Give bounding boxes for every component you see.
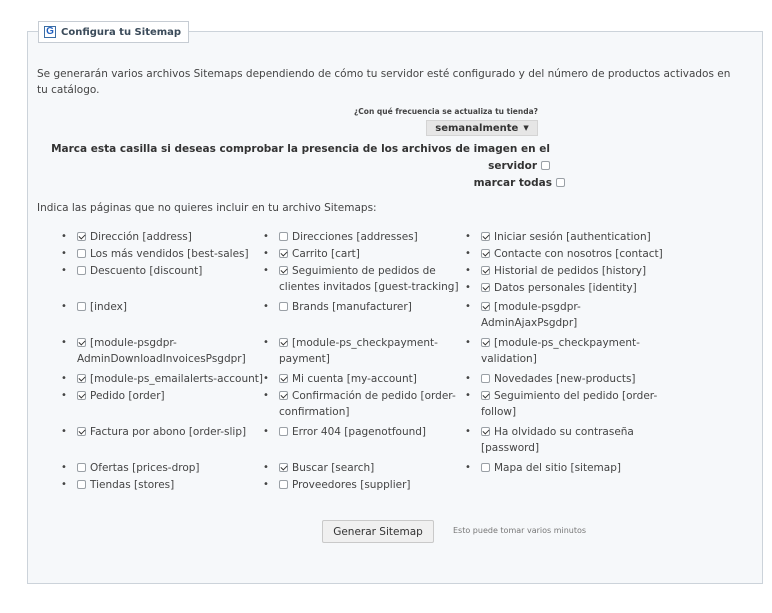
- image-check-label: Marca esta casilla si deseas comprobar la presencia de los archivos de imagen en el servidor: [51, 143, 550, 172]
- page-exclude-option: [481, 280, 667, 296]
- bullet-icon: •: [61, 479, 67, 490]
- page-exclude-option: [279, 477, 465, 493]
- page-exclude-checkbox[interactable]: [481, 463, 490, 472]
- bullet-icon: •: [263, 462, 269, 473]
- image-check-checkbox[interactable]: [541, 161, 550, 170]
- page-exclude-label: Carrito [cart]: [292, 248, 360, 260]
- bullet-icon: •: [465, 426, 471, 437]
- page-exclude-checkbox[interactable]: [279, 266, 288, 275]
- page-exclude-option: [77, 229, 263, 245]
- page-exclude-option: [279, 299, 465, 315]
- page-exclude-label: Ofertas [prices-drop]: [90, 462, 200, 474]
- bullet-icon: •: [263, 231, 269, 242]
- panel-title: Configura tu Sitemap: [61, 26, 182, 38]
- page-exclude-checkbox[interactable]: [481, 302, 490, 311]
- bullet-icon: •: [263, 426, 269, 437]
- bullet-icon: •: [61, 231, 67, 242]
- bullet-icon: •: [465, 265, 471, 276]
- page-exclude-option: [77, 460, 263, 476]
- bullet-icon: •: [465, 462, 471, 473]
- page-exclude-option: [279, 388, 465, 420]
- page-exclude-label: Contacte con nosotros [contact]: [494, 248, 663, 260]
- page-exclude-checkbox[interactable]: [481, 249, 490, 258]
- page-exclude-option: [279, 335, 465, 367]
- page-exclude-label: Confirmación de pedido [order-confirmation]: [279, 390, 456, 418]
- page-exclude-checkbox[interactable]: [481, 232, 490, 241]
- page-exclude-checkbox[interactable]: [77, 374, 86, 383]
- page-exclude-checkbox[interactable]: [279, 480, 288, 489]
- page-exclude-label: Buscar [search]: [292, 462, 375, 474]
- bullet-icon: •: [263, 301, 269, 312]
- page-exclude-checkbox[interactable]: [481, 283, 490, 292]
- mark-all-checkbox[interactable]: [556, 178, 565, 187]
- bullet-icon: •: [263, 248, 269, 259]
- google-logo-icon: G: [44, 26, 56, 38]
- page-exclude-checkbox[interactable]: [279, 302, 288, 311]
- page-exclude-option: [77, 246, 263, 262]
- sitemap-panel: [27, 31, 763, 584]
- page-exclude-label: Descuento [discount]: [90, 265, 203, 277]
- page-exclude-checkbox[interactable]: [279, 391, 288, 400]
- pages-label: Indica las páginas que no quieres incluir en tu archivo Sitemaps:: [37, 202, 377, 214]
- page-exclude-option: [77, 335, 263, 367]
- page-exclude-checkbox[interactable]: [279, 232, 288, 241]
- page-exclude-checkbox[interactable]: [77, 266, 86, 275]
- page-exclude-label: [index]: [90, 301, 127, 313]
- page-exclude-checkbox[interactable]: [481, 391, 490, 400]
- page-exclude-option: [279, 460, 465, 476]
- page-exclude-option: [279, 371, 465, 387]
- page-exclude-checkbox[interactable]: [77, 249, 86, 258]
- page-exclude-label: Brands [manufacturer]: [292, 301, 412, 313]
- page-exclude-option: [481, 229, 667, 245]
- page-exclude-label: [module-ps_checkpayment-validation]: [481, 337, 640, 365]
- page-exclude-option: [77, 299, 263, 315]
- page-exclude-checkbox[interactable]: [77, 480, 86, 489]
- page-exclude-option: [279, 246, 465, 262]
- page-exclude-label: Factura por abono [order-slip]: [90, 426, 247, 438]
- page-exclude-option: [481, 246, 667, 262]
- bullet-icon: •: [263, 265, 269, 276]
- page-exclude-option: [481, 263, 667, 279]
- page-exclude-checkbox[interactable]: [77, 302, 86, 311]
- frequency-select[interactable]: [426, 120, 538, 136]
- page-exclude-label: Datos personales [identity]: [494, 282, 637, 294]
- image-check-row: [28, 141, 550, 175]
- page-exclude-label: Historial de pedidos [history]: [494, 265, 647, 277]
- page-exclude-checkbox[interactable]: [77, 463, 86, 472]
- bullet-icon: •: [465, 231, 471, 242]
- page-exclude-label: Direcciones [addresses]: [292, 231, 418, 243]
- page-exclude-label: Error 404 [pagenotfound]: [292, 426, 427, 438]
- page-exclude-option: [481, 460, 667, 476]
- page-exclude-label: Seguimiento del pedido [order-follow]: [481, 390, 658, 418]
- page-exclude-checkbox[interactable]: [77, 427, 86, 436]
- bullet-icon: •: [61, 265, 67, 276]
- page-exclude-label: Proveedores [supplier]: [292, 479, 411, 491]
- page-exclude-label: Dirección [address]: [90, 231, 192, 243]
- generate-sitemap-button[interactable]: Generar Sitemap: [322, 520, 434, 543]
- page-exclude-checkbox[interactable]: [77, 232, 86, 241]
- bullet-icon: •: [263, 479, 269, 490]
- page-exclude-checkbox[interactable]: [279, 249, 288, 258]
- page-exclude-checkbox[interactable]: [279, 338, 288, 347]
- intro-text: Se generarán varios archivos Sitemaps dependiendo de cómo tu servidor esté configurado y del número de productos activados en tu catálogo.: [37, 68, 731, 96]
- page-exclude-label: Mapa del sitio [sitemap]: [494, 462, 621, 474]
- page-exclude-label: Ha olvidado su contraseña [password]: [481, 426, 634, 454]
- page-exclude-checkbox[interactable]: [481, 427, 490, 436]
- bullet-icon: •: [263, 373, 269, 384]
- page-exclude-option: [77, 424, 263, 440]
- page-exclude-option: [279, 263, 465, 295]
- page-exclude-label: Iniciar sesión [authentication]: [494, 231, 651, 243]
- bullet-icon: •: [61, 337, 67, 348]
- bullet-icon: •: [61, 248, 67, 259]
- bullet-icon: •: [61, 373, 67, 384]
- page-exclude-option: [77, 263, 263, 279]
- page-exclude-option: [279, 424, 465, 440]
- page-exclude-checkbox[interactable]: [279, 427, 288, 436]
- page-exclude-label: Tiendas [stores]: [90, 479, 175, 491]
- page-exclude-label: [module-ps_emailalerts-account]: [90, 373, 264, 385]
- page-exclude-option: [481, 335, 667, 367]
- page-exclude-label: Los más vendidos [best-sales]: [90, 248, 249, 260]
- bullet-icon: •: [263, 390, 269, 401]
- bullet-icon: •: [465, 282, 471, 293]
- page-exclude-checkbox[interactable]: [481, 266, 490, 275]
- bullet-icon: •: [61, 301, 67, 312]
- page-exclude-label: [module-psgdpr-AdminAjaxPsgdpr]: [481, 301, 581, 329]
- page-exclude-checkbox[interactable]: [481, 374, 490, 383]
- page-exclude-label: [module-psgdpr-AdminDownloadInvoicesPsgdpr]: [77, 337, 246, 365]
- page-exclude-label: Pedido [order]: [90, 390, 165, 402]
- bullet-icon: •: [465, 373, 471, 384]
- mark-all-label: marcar todas: [473, 177, 552, 189]
- bullet-icon: •: [61, 390, 67, 401]
- bullet-icon: •: [465, 337, 471, 348]
- page-exclude-label: Novedades [new-products]: [494, 373, 636, 385]
- generate-hint: Esto puede tomar varios minutos: [453, 526, 587, 535]
- page-exclude-label: Mi cuenta [my-account]: [292, 373, 417, 385]
- mark-all-row: [28, 177, 565, 189]
- page-exclude-checkbox[interactable]: [77, 391, 86, 400]
- page-exclude-option: [77, 371, 263, 387]
- page-exclude-option: [481, 299, 667, 331]
- page-exclude-checkbox[interactable]: [279, 374, 288, 383]
- bullet-icon: •: [263, 337, 269, 348]
- page-exclude-checkbox[interactable]: [279, 463, 288, 472]
- bullet-icon: •: [61, 426, 67, 437]
- page-exclude-label: Seguimiento de pedidos de clientes invitados [guest-tracking]: [279, 265, 459, 293]
- bullet-icon: •: [61, 462, 67, 473]
- bullet-icon: •: [465, 390, 471, 401]
- page-exclude-option: [481, 371, 667, 387]
- page-exclude-checkbox[interactable]: [481, 338, 490, 347]
- page-exclude-option: [279, 229, 465, 245]
- page-exclude-checkbox[interactable]: [77, 338, 86, 347]
- panel-legend: [38, 21, 189, 43]
- page-exclude-option: [77, 477, 263, 493]
- page-exclude-label: [module-ps_checkpayment-payment]: [279, 337, 438, 365]
- page-exclude-option: [481, 424, 667, 456]
- frequency-label: ¿Con qué frecuencia se actualiza tu tienda?: [353, 107, 538, 116]
- page-exclude-option: [481, 388, 667, 420]
- chevron-down-icon: ▼: [523, 124, 529, 132]
- frequency-value: semanalmente: [435, 122, 519, 134]
- page-exclude-option: [77, 388, 263, 404]
- bullet-icon: •: [465, 301, 471, 312]
- bullet-icon: •: [465, 248, 471, 259]
